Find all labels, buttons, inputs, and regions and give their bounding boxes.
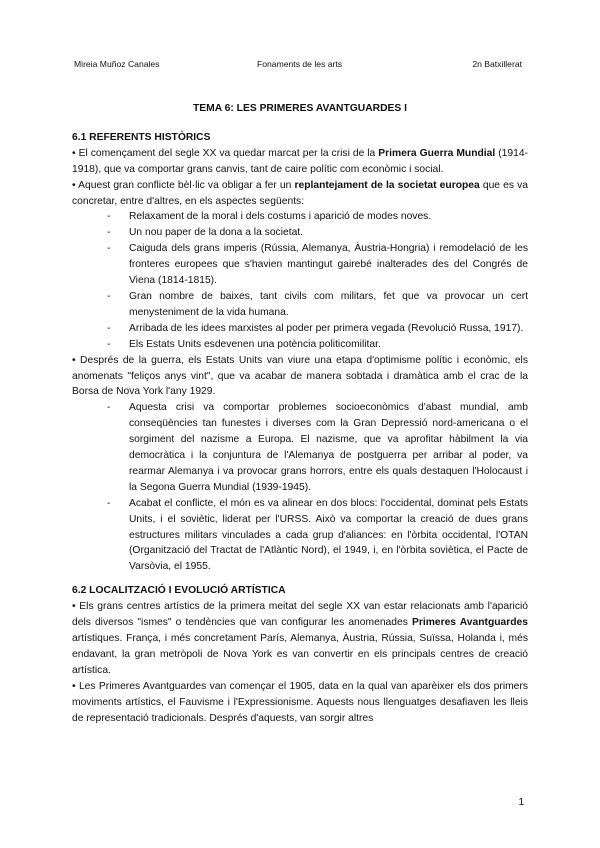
emphasis-text: replantejament de la societat europea	[294, 179, 480, 191]
header-course: 2n Batxillerat	[472, 59, 522, 69]
header-author: Mireia Muñoz Canales	[74, 59, 160, 69]
dash-list	[72, 209, 528, 352]
paragraph: • Aquest gran conflicte bèl·lic va obligar a fer un replantejament de la societat europea que es va concretar, entre d'altres, en els aspectes següents:	[72, 179, 528, 207]
list-item: - Un nou paper de la dona a la societat.	[107, 225, 528, 241]
list-item: - Acabat el conflicte, el món es va alinear en dos blocs: l'occidental, dominat pels Estats Units, i el soviètic, liderat per l'URSS. Això va comportar la creació de dues grans estructures militars vinculades a cada grup d'aliances: en l'òrbita occidental, l'OTAN (Organització del Tractat de l'Atlàntic Nord), el 1949, i, en l'òrbita soviètica, el Pacte de Varsòvia, el 1955.	[107, 496, 528, 576]
document-title: TEMA 6: LES PRIMERES AVANTGUARDES I	[193, 103, 407, 114]
page-header	[74, 59, 522, 73]
header-subject: Fonaments de les arts	[257, 59, 343, 69]
document-body	[72, 101, 528, 726]
section-heading-1: 6.1 REFERENTS HISTÒRICS	[72, 131, 211, 143]
paragraph: • El començament del segle XX va quedar marcat per la crisi de la Primera Guerra Mundial (1914-1918), que va comportar grans canvis, tant de caire polític com econòmic i social.	[72, 147, 528, 175]
page-number: 1	[518, 797, 524, 808]
emphasis-text: Primera Guerra Mundial	[378, 147, 496, 159]
list-item: - Els Estats Units esdevenen una potència politicomilitar.	[107, 337, 528, 353]
list-item: - Caiguda dels grans imperis (Rússia, Alemanya, Àustria-Hongria) i remodelació de les fronteres europees que s'havien mantingut gairebé inalterades des del Congrés de Viena (1814-1815).	[107, 241, 528, 289]
list-item: - Gran nombre de baixes, tant civils com militars, fet que va provocar un cert menysteniment de la vida humana.	[107, 289, 528, 321]
paragraph: • Després de la guerra, els Estats Units van viure una etapa d'optimisme polític i econòmic, els anomenats "feliços anys vint", que va acabar de manera sobtada i dramàtica amb el crac de la Borsa de Nova York l'any 1929.	[72, 354, 528, 398]
section-heading-2: 6.2 LOCALITZACIÓ I EVOLUCIÓ ARTÍSTICA	[72, 585, 286, 597]
list-item: - Aquesta crisi va comportar problemes socioeconòmics d'abast mundial, amb conseqüències tan funestes i diverses com la Gran Depressió nord-americana o el sorgiment del nazisme a Europa. El nazisme, que va aprofitar hàbilment la via democràtica i la conjuntura de l'Alemanya de postguerra per arribar al poder, va rearmar Alemanya i va provocar grans horrors, entre els quals destaquen l'Holocaust i la Segona Guerra Mundial (1939-1945).	[107, 400, 528, 495]
list-item: - Arribada de les idees marxistes al poder per primera vegada (Revolució Russa, 1917).	[107, 321, 528, 337]
emphasis-text: Primeres Avantguardes	[411, 617, 529, 629]
dash-list	[72, 400, 528, 575]
paragraph: • Les Primeres Avantguardes van començar el 1905, data en la qual van aparèixer els dos primers moviments artístics, el Fauvisme i l'Expressionisme. Aquests nous llenguatges desafiaven les lleis de representació tradicionals. Després d'aquests, van sorgir altres	[72, 680, 528, 724]
list-item: - Relaxament de la moral i dels costums i aparició de modes noves.	[107, 209, 528, 225]
paragraph: • Els grans centres artístics de la primera meitat del segle XX van estar relacionats amb l'aparició dels diversos "ismes" o tendències que van configurar les anomenades Primeres Avantguardes artístiques. França, i més concretament París, Alemanya, Àustria, Rússia, Suïssa, Holanda i, més endavant, la gran metròpoli de Nova York es van convertir en els principals centres de creació artística.	[72, 601, 529, 676]
